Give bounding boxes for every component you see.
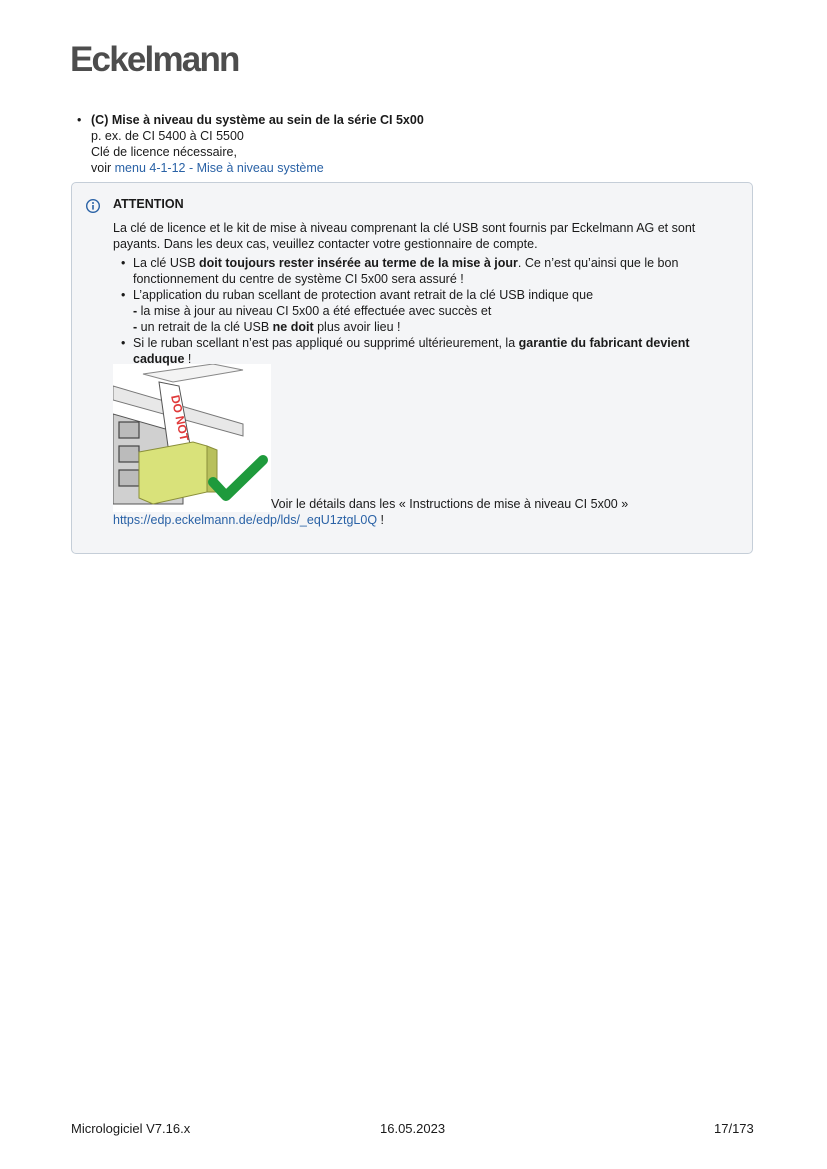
attention-panel — [71, 182, 753, 554]
item-text: . Ce n’est qu’ainsi que le bon fonctionnement du centre de système CI 5x00 sera assuré ! — [133, 256, 679, 286]
item-text: Si le ruban scellant n’est pas appliqué ou supprimé ultérieurement, la — [133, 336, 519, 350]
footer-firmware: Micrologiciel V7.16.x — [71, 1121, 191, 1136]
item-bold: doit toujours rester insérée au terme de la mise à jour — [199, 256, 518, 270]
upgrade-item — [77, 112, 757, 176]
bullet: • — [121, 288, 126, 302]
footer-date: 16.05.2023 — [380, 1121, 446, 1136]
item-text: plus avoir lieu ! — [313, 320, 401, 334]
list-item — [121, 335, 743, 367]
eckelmann-logo: Eckelmann — [70, 40, 239, 79]
item-text: ! — [184, 352, 192, 366]
footer-page-number: 17/173 — [714, 1121, 754, 1136]
attention-title: ATTENTION — [113, 197, 184, 211]
dash-mark: - — [133, 320, 141, 334]
item-text: la mise à jour au niveau CI 5x00 a été effectuée avec succès et — [140, 304, 492, 318]
item-bold: garantie du fabricant devient caduque — [133, 336, 690, 366]
list-item — [121, 255, 743, 287]
item-bold: ne doit — [272, 320, 314, 334]
seal-tape-image — [113, 364, 271, 512]
item-text: L’application du ruban scellant de protection avant retrait de la clé USB indique que — [133, 288, 594, 302]
bullet: • — [77, 113, 82, 127]
dash-mark: - — [133, 304, 141, 318]
voir-text: voir — [91, 161, 115, 175]
upgrade-item-license: Clé de licence nécessaire, — [91, 145, 237, 159]
list-item — [121, 287, 743, 335]
bullet: • — [121, 256, 126, 270]
details-text: Voir le détails dans les « Instructions de mise à niveau CI 5x00 » — [271, 497, 629, 511]
details-paragraph — [113, 364, 743, 528]
info-icon — [85, 198, 101, 214]
upgrade-item-title: (C) Mise à niveau du système au sein de la série CI 5x00 — [91, 113, 424, 127]
details-end: ! — [377, 513, 385, 527]
attention-list — [113, 255, 743, 367]
attention-intro: La clé de licence et le kit de mise à niveau comprenant la clé USB sont fournis par Eckelmann AG et sont payants. Dans les deux cas, veuillez contacter votre gestionnaire de compte. — [113, 221, 696, 251]
menu-link[interactable]: menu 4-1-12 - Mise à niveau système — [114, 161, 324, 175]
upgrade-item-example: p. ex. de CI 5400 à CI 5500 — [91, 129, 244, 143]
item-text: un retrait de la clé USB — [140, 320, 273, 334]
details-link[interactable]: https://edp.eckelmann.de/edp/lds/_eqU1ztgL0Q — [113, 513, 378, 527]
bullet: • — [121, 336, 126, 350]
item-text: La clé USB — [133, 256, 200, 270]
